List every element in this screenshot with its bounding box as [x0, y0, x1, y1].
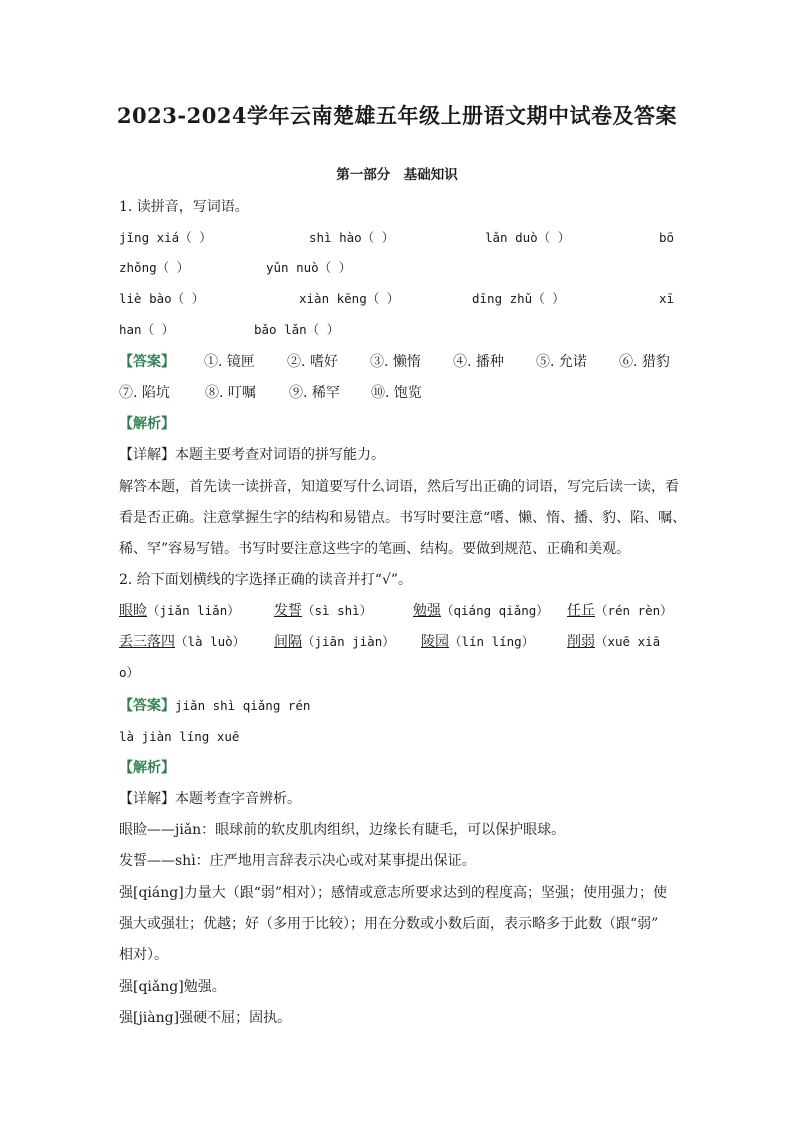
pinyin-options: （sì shì）	[302, 603, 373, 618]
underlined-word: 发誓	[274, 603, 302, 619]
q1-para-line: 解答本题，首先读一读拼音，知道要写什么词语，然后写出正确的词语，写完后读一读，看	[119, 479, 679, 495]
pinyin-options: （là luò）	[175, 634, 246, 649]
section-heading: 第一部分 基础知识	[336, 167, 458, 183]
q2-answer-line	[119, 696, 310, 716]
q2-choice-wrap: o）	[119, 665, 140, 680]
q1-para-line: 稀、罕”容易写错。书写时要注意这些字的笔画、结构。要做到规范、正确和美观。	[119, 541, 631, 557]
pinyin-item: zhǒng（ ）	[119, 260, 190, 275]
pinyin-item: xī	[659, 291, 675, 306]
underlined-word: 勉强	[413, 603, 441, 619]
document-title: 2023-2024学年云南楚雄五年级上册语文期中试卷及答案	[116, 103, 678, 128]
pinyin-item: bǎo lǎn（ ）	[254, 322, 340, 337]
pinyin-item: shì hào（ ）	[309, 230, 395, 245]
q2-explain-line: 强[jiàng]强硬不屈；固执。	[119, 1010, 292, 1026]
pinyin-options: （qiáng qiǎng）	[441, 603, 549, 618]
q1-answer-row1	[119, 352, 675, 372]
pinyin-item: han（ ）	[119, 322, 175, 337]
pinyin-options: （lín líng）	[449, 634, 535, 649]
q2-prompt: 2. 给下面划横线的字选择正确的读音并打“√”。	[119, 572, 413, 588]
q2-answer-line2: là jiàn líng xuē	[119, 729, 240, 744]
choice-item	[567, 601, 673, 621]
answer-tag: 【答案】	[119, 698, 175, 714]
answer-item: ①. 镜匣	[204, 354, 255, 370]
choice-item	[274, 601, 372, 621]
pinyin-item: liè bào（ ）	[119, 291, 205, 306]
q2-explain-line: 强大或强壮；优越；好（多用于比较）；用在分数或小数后面，表示略多于此数（跟“弱”	[119, 916, 659, 932]
q2-explain-line: 强[qiǎng]勉强。	[119, 979, 226, 995]
answer-item: ⑨. 稀罕	[289, 385, 340, 401]
underlined-word: 削弱	[567, 634, 595, 650]
pinyin-item: dīng zhǔ（ ）	[472, 291, 565, 306]
underlined-word: 眼睑	[119, 603, 147, 619]
pinyin-options: （xuē xiā	[595, 634, 661, 649]
pinyin-options: （jiǎn liǎn）	[147, 603, 240, 618]
choice-item	[567, 632, 660, 652]
choice-item	[274, 632, 395, 652]
answer-item: ②. 嗜好	[287, 354, 338, 370]
answer-item: ⑩. 饱览	[371, 385, 422, 401]
answer-item: ⑤. 允诺	[536, 354, 587, 370]
q1-para-line: 看是否正确。注意掌握生字的结构和易错点。书写时要注意“嗜、懒、惰、播、豹、陷、嘱、	[119, 510, 687, 526]
choice-item	[119, 632, 245, 652]
underlined-word: 陵园	[421, 634, 449, 650]
q2-explain-line: 强[qiáng]力量大（跟“弱”相对）；感情或意志所要求达到的程度高；坚强；使用强力；使	[119, 885, 668, 901]
choice-item	[119, 601, 240, 621]
pinyin-options: （rén rèn）	[595, 603, 673, 618]
q2-analysis-tag: 【解析】	[119, 760, 175, 776]
q2-explain-line: 相对）。	[119, 947, 168, 963]
answer-item: ③. 懒惰	[370, 354, 421, 370]
q1-analysis-tag: 【解析】	[119, 416, 175, 432]
answer-item: ⑦. 陷坑	[119, 385, 170, 401]
answer-tag: 【答案】	[119, 354, 175, 370]
pinyin-item: jǐng xiá（ ）	[119, 230, 212, 245]
q2-explain-line: 发誓——shì：庄严地用言辞表示决心或对某事提出保证。	[119, 853, 476, 869]
pinyin-item: lǎn duò（ ）	[485, 230, 571, 245]
pinyin-item: bō	[659, 230, 675, 245]
q1-detail: 【详解】本题主要考查对词语的拼写能力。	[119, 447, 385, 463]
pinyin-options: （jiān jiàn）	[302, 634, 395, 649]
pinyin-item: xiàn kēng（ ）	[299, 291, 400, 306]
q1-prompt: 1. 读拼音，写词语。	[119, 199, 249, 215]
choice-item	[421, 632, 534, 652]
answer-item: ⑥. 猎豹	[619, 354, 670, 370]
q2-explain-line: 眼睑——jiǎn：眼球前的软皮肌肉组织，边缘长有睫毛，可以保护眼球。	[119, 822, 566, 838]
answer-pinyin: jiǎn shì qiǎng rén	[175, 698, 311, 713]
choice-item	[413, 601, 549, 621]
pinyin-item: yǔn nuò（ ）	[266, 260, 352, 275]
underlined-word: 丢三落四	[119, 634, 175, 650]
underlined-word: 任丘	[567, 603, 595, 619]
answer-item: ④. 播种	[453, 354, 504, 370]
underlined-word: 间隔	[274, 634, 302, 650]
q2-detail: 【详解】本题考查字音辨析。	[119, 791, 301, 807]
answer-item: ⑧. 叮嘱	[205, 385, 256, 401]
